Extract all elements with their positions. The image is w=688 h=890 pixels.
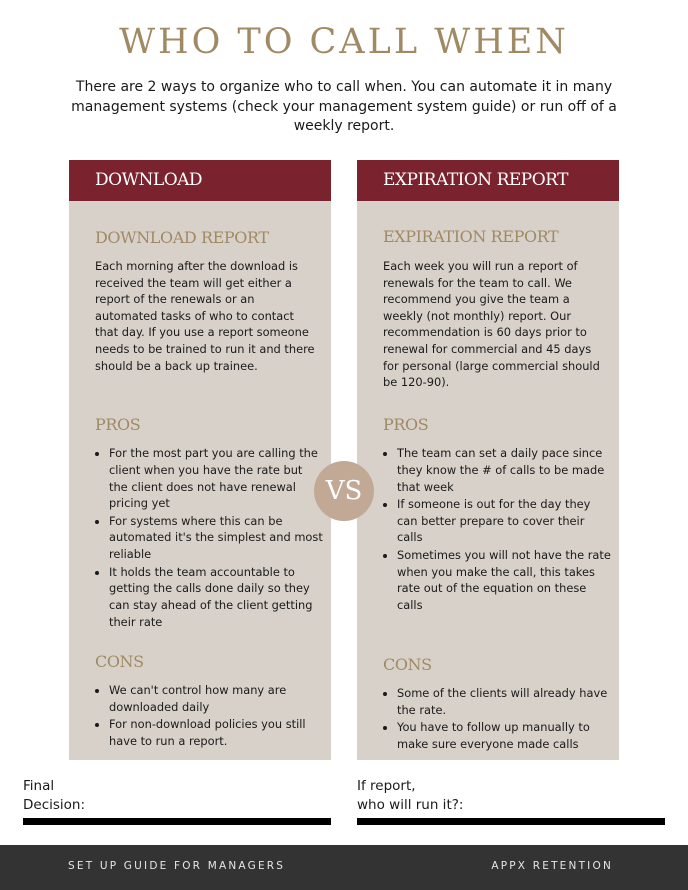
list-item: • The team can set a daily pace since they know the # of calls to be made that week: [397, 445, 612, 495]
download-report-description: Each morning after the download is received the team will get either a report of the renewals or an automated tasks of who to contact that day. If you use a report someone needs to be trained to run it and there should be a back up trainee.: [95, 259, 315, 373]
list-item: • Some of the clients will already have the rate.: [397, 685, 612, 719]
download-report-title: DOWNLOAD REPORT: [95, 228, 269, 247]
download-pros-list: [95, 445, 324, 631]
final-decision-line2: Decision:: [23, 797, 86, 813]
final-decision-label: [23, 777, 85, 815]
report-runner-line2: who will run it?:: [357, 797, 464, 813]
list-item: • You have to follow up manually to make sure everyone made calls: [397, 719, 612, 753]
footer-left-text: SET UP GUIDE FOR MANAGERS: [68, 860, 286, 872]
expiration-cons-list: [383, 685, 612, 753]
list-item: • We can't control how many are downloaded daily: [109, 682, 324, 716]
expiration-cons-title: CONS: [383, 655, 432, 674]
download-pros-title: PROS: [95, 415, 141, 434]
footer-bar: [0, 845, 688, 890]
vs-badge: VS: [314, 461, 374, 521]
final-decision-line1: Final: [23, 778, 55, 794]
download-column: [69, 160, 331, 760]
list-item: • It holds the team accountable to getting the calls done daily so they can stay ahead of the client getting their rate: [109, 564, 324, 631]
report-runner-underline: [357, 818, 665, 825]
page-title: WHO TO CALL WHEN: [119, 22, 569, 62]
download-cons-list: [95, 682, 324, 750]
report-runner-label: [357, 777, 463, 815]
download-cons-title: CONS: [95, 652, 144, 671]
expiration-header: EXPIRATION REPORT: [357, 160, 619, 201]
intro-text: There are 2 ways to organize who to call when. You can automate it in many management systems (check your management system guide) or run off of a weekly report.: [71, 79, 617, 134]
list-item: • Sometimes you will not have the rate when you make the call, this takes rate out of the equation on these calls: [397, 547, 612, 614]
list-item: • For systems where this can be automated it's the simplest and most reliable: [109, 513, 324, 563]
download-header: DOWNLOAD: [69, 160, 331, 201]
expiration-report-description: Each week you will run a report of renewals for the team to call. We recommend you give the team a weekly (not monthly) report. Our recommendation is 60 days prior to renewal for commercial and 45 days for personal (large commercial should be 120-90).: [383, 259, 600, 390]
expiration-column: [357, 160, 619, 760]
report-runner-line1: If report,: [357, 778, 416, 794]
list-item: • For non-download policies you still have to run a report.: [109, 716, 324, 750]
list-item: • If someone is out for the day they can better prepare to cover their calls: [397, 496, 612, 546]
final-decision-underline: [23, 818, 331, 825]
expiration-pros-title: PROS: [383, 415, 429, 434]
expiration-pros-list: [383, 445, 612, 614]
expiration-report-title: EXPIRATION REPORT: [383, 227, 559, 246]
list-item: • For the most part you are calling the client when you have the rate but the client does not have renewal pricing yet: [109, 445, 324, 512]
footer-right-text: APPX RETENTION: [491, 860, 613, 872]
